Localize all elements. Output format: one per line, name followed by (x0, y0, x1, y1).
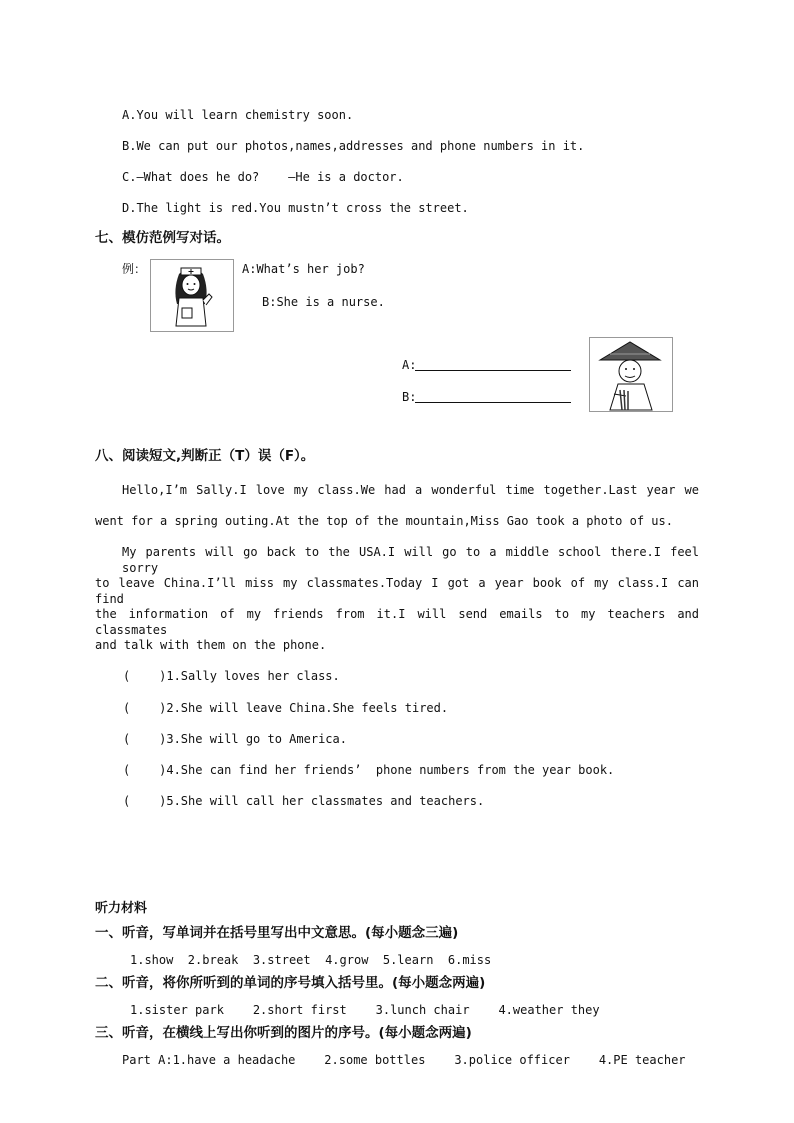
farmer-icon (590, 338, 672, 411)
option-d: D.The light is red.You mustn’t cross the street. (122, 201, 469, 215)
question-1: ( )1.Sally loves her class. (123, 669, 340, 683)
passage-p2-line2: to leave China.I’ll miss my classmates.Today I got a year book of my class.I can find (95, 576, 699, 606)
question-3: ( )3.She will go to America. (123, 732, 347, 746)
answer-a-line[interactable] (415, 370, 571, 371)
listening-items-1: 1.show 2.break 3.street 4.grow 5.learn 6.miss (130, 953, 492, 967)
question-2: ( )2.She will leave China.She feels tired. (123, 701, 449, 715)
example-label: 例： (122, 262, 147, 276)
listening-heading-1: 一、听音，写单词并在括号里写出中文意思。(每小题念三遍) (95, 925, 459, 941)
question-4: ( )4.She can find her friends’ phone numbers from the year book. (123, 763, 615, 777)
listening-heading-2: 二、听音，将你所听到的单词的序号填入括号里。(每小题念两遍) (95, 975, 486, 991)
passage-p2-line4: and talk with them on the phone. (95, 638, 327, 652)
answer-b-line[interactable] (415, 402, 571, 403)
nurse-picture (150, 259, 234, 332)
option-b: B.We can put our photos,names,addresses and phone numbers in it. (122, 139, 585, 153)
answer-b-label: B: (402, 390, 417, 404)
listening-heading-3: 三、听音，在横线上写出你听到的图片的序号。(每小题念两遍) (95, 1025, 472, 1041)
passage-p1-line1: Hello,I’m Sally.I love my class.We had a wonderful time together.Last year we (122, 483, 699, 497)
question-5: ( )5.She will call her classmates and teachers. (123, 794, 485, 808)
option-c: C.—What does he do? —He is a doctor. (122, 170, 404, 184)
example-dialogue-b: B:She is a nurse. (262, 295, 385, 309)
listening-items-2: 1.sister park 2.short first 3.lunch chair 4.weather they (130, 1003, 600, 1017)
answer-a-label: A: (402, 358, 417, 372)
passage-p2-line3: the information of my friends from it.I will send emails to my teachers and classmates (95, 607, 699, 637)
passage-p1-line2: went for a spring outing.At the top of the mountain,Miss Gao took a photo of us. (95, 514, 673, 528)
passage-p2-line1: My parents will go back to the USA.I will go to a middle school there.I feel sorry (122, 545, 699, 575)
listening-title: 听力材料 (95, 901, 148, 916)
example-dialogue-a: A:What’s her job? (242, 262, 365, 276)
nurse-icon (151, 260, 233, 331)
farmer-picture (589, 337, 673, 412)
listening-items-3: Part A:1.have a headache 2.some bottles 3.police officer 4.PE teacher (122, 1053, 686, 1067)
section-7-heading: 七、模仿范例写对话。 (95, 230, 230, 246)
section-8-heading: 八、阅读短文,判断正（T）误（F）。 (95, 448, 315, 464)
option-a: A.You will learn chemistry soon. (122, 108, 354, 122)
